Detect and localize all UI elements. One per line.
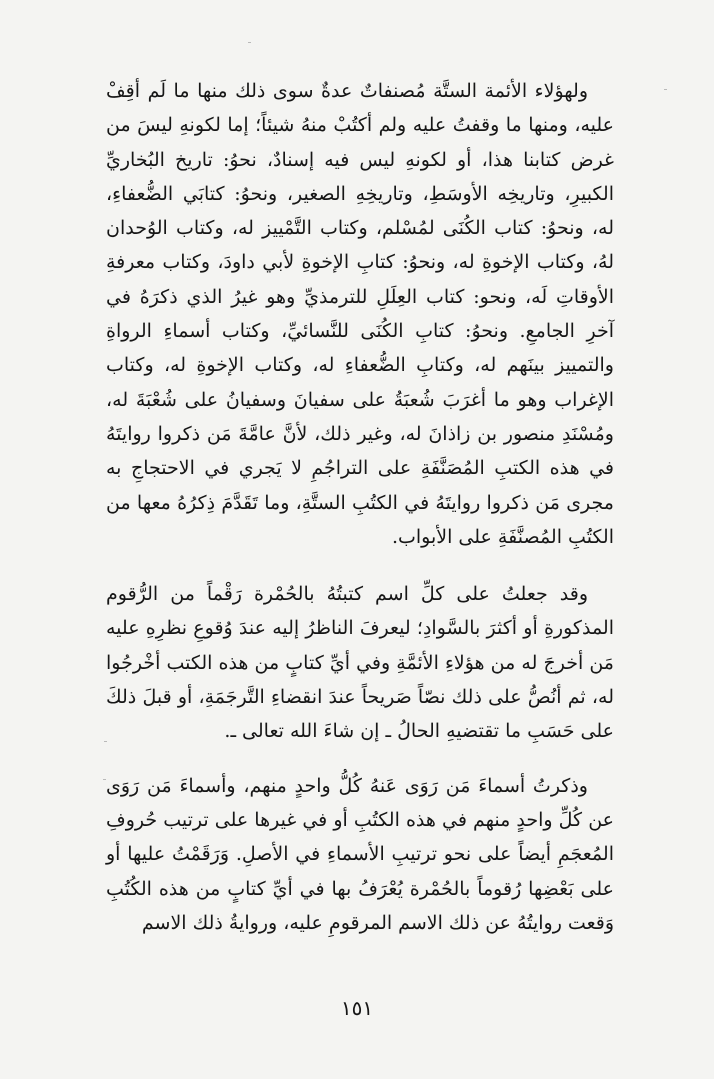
scan-speck bbox=[664, 89, 667, 90]
page-number: ١٥١ bbox=[340, 996, 374, 1020]
scan-speck bbox=[104, 741, 107, 742]
paragraph-2: وقد جعلتُ على كلِّ اسم كتبتُهُ بالحُمْرة رَقْماً من الرُّقوم المذكورةِ أو أكثرَ بالسَّوادِ؛ ليعرفَ الناظرُ إليه عندَ وُقوعِ نظرِهِ عليه مَن أخرجَ له من هؤلاءِ الأئمَّةِ وفي أيِّ كتابٍ من هذه الكتب أخْرجُوا له، ثم أنُصُّ على ذلك نصّاً صَريحاً عندَ انقضاءِ التَّرجَمَةِ، أو قبلَ ذلكَ على حَسَبِ ما تقتضيهِ الحالُ ـ إن شاءَ الله تعالى ـ. bbox=[106, 583, 614, 743]
scan-speck bbox=[103, 779, 106, 780]
page-text bbox=[106, 74, 614, 940]
paragraph-1: ولهؤلاء الأئمة الستَّة مُصنفاتٌ عدةٌ سوى ذلك منها ما لَم أقِفْ عليه، ومنها ما وقفتُ عليه ولم أكتُبْ منهُ شيئاً؛ إما لكونهِ ليسَ من غرض كتابنا هذا، أو لكونهِ ليس فيه إسنادٌ، نحوُ: تاريخ البُخاريِّ الكبيرِ، وتاريخِه الأوسَطِ، وتاريخِهِ الصغير، ونحوُ: كتابَي الضُّعفاءِ، له، ونحوُ: كتاب الكُنَى لمُسْلم، وكتاب التَّمْييز له، وكتاب الوُحدان لهُ، وكتاب الإخوةِ له، ونحوُ: كتابِ الإخوةِ لأبي داودَ، وكتاب معرفةِ الأوقاتِ لَه، ونحو: كتاب العِلَلِ للترمذيِّ وهو غيرُ الذي ذكرَهُ في آخرِ الجامعِ. ونحوُ: كتابِ الكُنَى للنَّسائيِّ، وكتاب أسماءِ الرواةِ والتمييز بينَهم له، وكتابِ الضُّعفاءِ له، وكتاب الإخوةِ له، وكتاب الإغراب وهو ما أغرَبَ شُعبَةُ على سفيانَ وسفيانُ على شُعْبَةَ له، ومُسْنَدِ منصور بن زاذانَ له، وغير ذلك، لأنَّ عامَّةَ مَن ذكروا روايتَهُ في هذه الكتبِ المُصَنَّفَةِ على التراجُمِ لا يَجري في الاحتجاجِ به مجرى مَن ذكروا روايتَهُ في الكتُبِ الستَّةِ، وما تَقَدَّمَ ذِكرُهُ معها من الكتُبِ المُصنَّفَةِ على الأبواب. bbox=[106, 80, 614, 548]
scan-speck bbox=[248, 42, 251, 43]
paragraph-3: وذكرتُ أسماءَ مَن رَوَى عَنهُ كُلُّ واحدٍ منهم، وأسماءَ مَن رَوَى عن كُلِّ واحدٍ منهم في هذه الكتُبِ أو في غيرها على ترتيب حُروفِ المُعجَمِ أيضاً على نحو ترتيبِ الأسماءِ في الأصلِ. وَرَقَمْتُ عليها أو على بَعْضِها رُقوماً بالحُمْرة يُعْرَفُ بها في أيِّ كتابٍ من هذه الكُتُبِ وَقعت روايتُهُ عن ذلك الاسم المرقومِ عليه، وروايةُ ذلك الاسم bbox=[106, 774, 614, 934]
